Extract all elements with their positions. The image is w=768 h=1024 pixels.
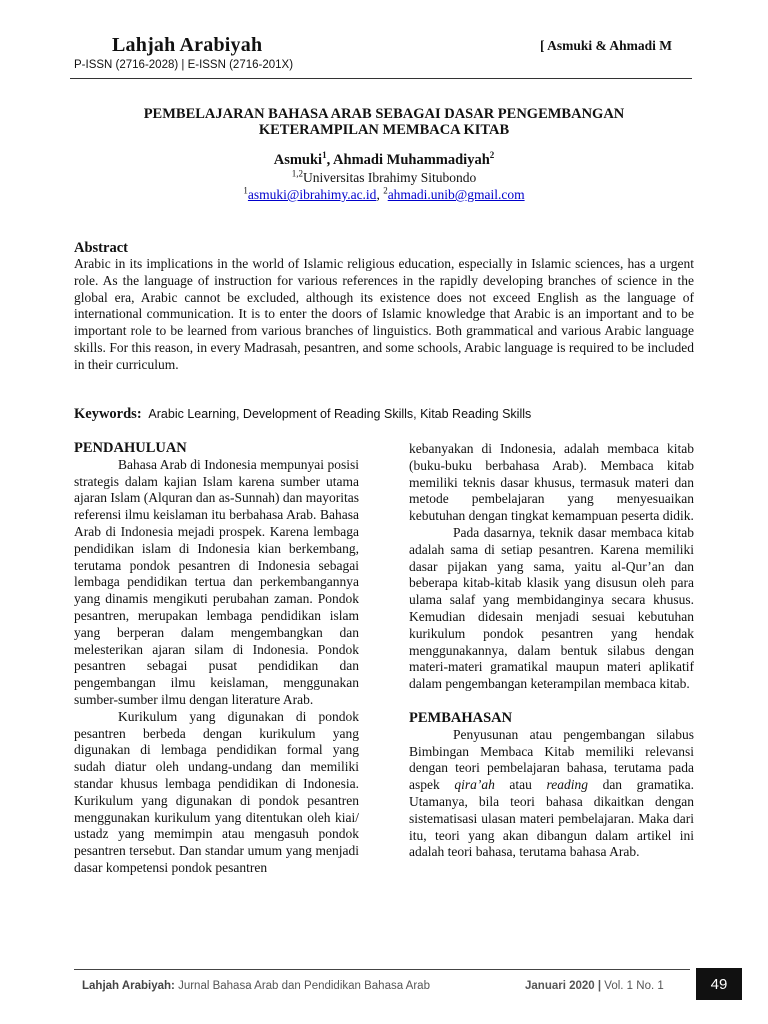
footer-issue [525,980,664,992]
footer-volume: Vol. 1 No. 1 [604,980,664,992]
footer-journal-subtitle: Jurnal Bahasa Arab dan Pendidikan Bahasa Arab [174,980,430,992]
section-heading-pendahuluan: PENDAHULUAN [74,440,187,456]
footer-journal [82,980,430,992]
author-line [70,152,698,169]
left-column [74,440,359,877]
journal-name: Lahjah Arabiyah [112,34,263,56]
header-rule [70,78,692,79]
author-2: Ahmadi Muhammadiyah [333,152,490,168]
section-heading-pembahasan: PEMBAHASAN [409,709,513,726]
footer-rule [74,969,690,970]
page-number: 49 [696,968,742,1000]
author-separator: , [326,152,334,168]
text-run: atau [494,777,547,793]
paper-title [70,106,698,138]
paragraph [409,727,694,861]
text-run: Penyusunan atau pengembangan silabus Bimbingan Membaca Kitab memiliki relevansi dengan teori pembelajaran bahasa, terutama pada aspek [409,726,694,793]
author-1: Asmuki [273,152,323,168]
email-2-sup: 2 [383,185,388,196]
paragraph: Pada dasarnya, teknik dasar membaca kitab adalah sama di setiap pesantren. Karena memiliki dasar pijakan yang sama, yaitu al-Qur’an dan beberapa kitab-kitab klasik yang disusun oleh para ulama salaf yang membidanginya secara khusus. Kemudian didesain menjadi sesuai kebutuhan kurikulum pondok pesantren yang hendak menggunakannya, dalam bentuk silabus dengan materi-materi gramatikal maupun materi aplikatif dalam pengembangan keterampilan membaca kitab. [409,524,694,692]
email-separator: , [376,187,384,202]
abstract-text: Arabic in its implications in the world of Islamic religious education, especially in Islamic sciences, has a urgent role. As the language of instruction for various references in the rapidly developing branches of science in the global era, Arabic cannot be excluded, although its existence does not exceed English as the language of international communication. It is to enter the doors of Islamic knowledge that Arabic is an important and to be important role to be learned from various branches of linguistics. Both grammatical and various Arabic language skills. For this reason, in every Madrasah, pesantren, and some schools, Arabic language is required to be included in their curriculum. [74,256,694,372]
issn-line: P-ISSN (2716-2028) | E-ISSN (2716-201X) [74,59,294,71]
italic-term: qira’ah [454,777,495,793]
affiliation-line [70,170,698,186]
keywords-line [74,406,714,423]
footer-journal-name: Lahjah Arabiyah: [82,980,175,992]
italic-term: reading [546,777,588,793]
email-1-sup: 1 [243,185,248,196]
running-head: [ Asmuki & Ahmadi M [540,38,673,53]
email-line [70,187,698,203]
title-line-1: PEMBELAJARAN BAHASA ARAB SEBAGAI DASAR PENGEMBANGAN [143,106,625,122]
footer-separator: | [594,980,605,992]
affiliation-sup: 1,2 [291,168,303,179]
paragraph: Bahasa Arab di Indonesia mempunyai posisi strategis dalam kajian Islam karena sumber utama ajaran Islam (Alquran dan as-Sunnah) dan mayoritas referensi ilmu keislaman itu berbahasa Arab. Bahasa Arab di Indonesia mejadi prospek. Karena lembaga pendidikan islam di Indonesia kian berkembang, terutama pondok pesantren di Indonesia sebagai lembaga pendidikan tertua dan perkembangannya yang dinamis mengikuti perubahan zaman. Pondok pesantren, merupakan lembaga pendidikan islam yang berperan dalam mengembangkan dan melesterikan ajaran silam di Indonesia. Pondok pesantren sebagai pusat pendidikan dan pengembangan ilmu keislaman, menggunakan sumber-sumber ilmu dengan literature Arab. [74,456,359,707]
author-1-sup: 1 [322,150,327,161]
author-2-sup: 2 [489,150,495,161]
affiliation: Universitas Ibrahimy Situbondo [303,170,477,185]
email-1-link[interactable]: asmuki@ibrahimy.ac.id [247,187,377,202]
footer-date: Januari 2020 [525,980,595,992]
abstract-heading: Abstract [74,240,128,256]
title-line-2: KETERAMPILAN MEMBACA KITAB [258,122,510,138]
paragraph: kebanyakan di Indonesia, adalah membaca kitab (buku-buku berbahasa Arab). Membaca kitab memiliki teknis dasar khusus, termasuk materi dan metode pembelajaran yang menyesuaikan kebutuhan dengan tingkat kemampuan peserta didik. [409,441,694,524]
right-column [409,441,694,861]
keywords-label: Keywords: [74,406,142,422]
email-2-link[interactable]: ahmadi.unib@gmail.com [387,187,525,202]
text-run: dan gramatika. Utamanya, bila teori bahasa dikaitkan dengan sistematisasi ulasan materi pembelajaran. Maka dari itu, teori yang akan dibangun dalam artikel ini adalah teori bahasa, terutama bahasa Arab. [409,777,694,860]
keywords-value: Arabic Learning, Development of Reading Skills, Kitab Reading Skills [148,407,532,421]
paragraph: Kurikulum yang digunakan di pondok pesantren berbeda dengan kurikulum yang digunakan di lembaga pendidikan formal yang sudah diatur oleh undang-undang dan memiliki standar khusus lembaga pendidikan di Indonesia. Kurikulum yang digunakan di pondok pesantren menggunakan kurikulum yang ditentukan oleh kiai/ ustadz yang memimpin atau mengasuh pondok pesantren tersebut. Dan standar umum yang menjadi dasar kompetensi pondok pesantren [74,708,359,875]
